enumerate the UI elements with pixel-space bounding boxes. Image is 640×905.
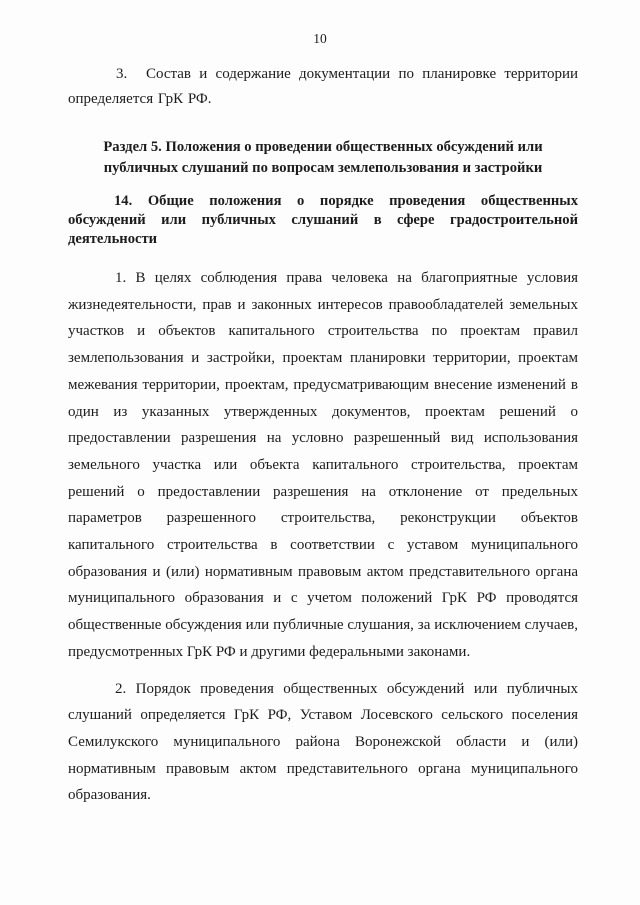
- paragraph-2: 2. Порядок проведения общественных обсуждений или публичных слушаний определяется ГрК РФ, Уставом Лосевского сельского поселения Семилукского муниципального района Воронежской области и (или) нормативным правовым актом представительного органа муниципального образования.: [68, 680, 578, 804]
- paragraph-1: 1. В целях соблюдения права человека на благоприятные условия жизнедеятельности, прав и законных интересов правообладателей земельных участков и объектов капитального строительства по проектам правил землепользования и застройки, проектам планировки территории, проектам межевания территории, проектам, предусматривающим внесение изменений в один из указанных утвержденных документов, проектам решений о предоставлении разрешения на условно разрешенный вид использования земельного участка или объекта капитального строительства, проектам решений о предоставлении разрешения на отклонение от предельных параметров разрешенного строительства, реконструкции объектов капитального строительства в соответствии с уставом муниципального образования и (или) нормативным правовым актом представительного органа муниципального образования и с учетом положений ГрК РФ проводятся общественные обсуждения или публичные слушания, за исключением случаев, предусмотренных ГрК РФ и другими федеральными законами.: [68, 270, 578, 660]
- document-body: [68, 62, 578, 809]
- item-3-number: 3.: [116, 66, 128, 82]
- item-3-text: Состав и содержание документации по планировке территории определяется ГрК РФ.: [68, 66, 578, 107]
- page-number: 10: [313, 31, 327, 46]
- subsection-14-heading: 14. Общие положения о порядке проведения общественных обсуждений или публичных слушаний в сфере градостроительной деятельности: [68, 193, 578, 247]
- item-3-paragraph: [68, 62, 578, 112]
- section-5-heading: Раздел 5. Положения о проведении общественных обсуждений или публичных слушаний по вопросам землепользования и застройки: [103, 139, 543, 176]
